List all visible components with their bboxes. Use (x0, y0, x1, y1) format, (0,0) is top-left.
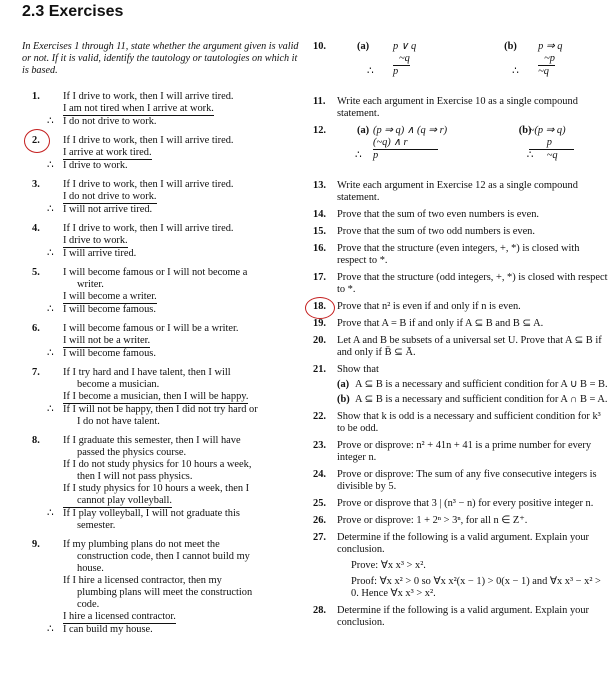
red-circle-annotation (24, 129, 50, 153)
premise: If I hire a licensed contractor, then my (63, 575, 222, 586)
premise: If I become a musician, then I will be happy. (63, 391, 249, 402)
exercise-number: 4. (32, 223, 40, 234)
instructions: In Exercises 1 through 11, state whether the argument given is valid or not. If it is valid, identify the tautology or tautologies on which it is based. (22, 41, 299, 76)
conclusion: ∴ I do not drive to work. (47, 116, 157, 127)
argument-10a (337, 41, 452, 77)
exercise-20: 20. Let A and B be subsets of a universal set U. Prove that A ⊆ B if and only if B̄ ⊆ Ā. (313, 335, 602, 358)
exercise-text: Show that (337, 364, 379, 375)
premise: If I try hard and I have talent, then I will (63, 367, 231, 378)
exercise-number: 9. (32, 539, 40, 550)
exercise-text: Let A and B be subsets of a universal set U. Prove that A ⊆ B if and only if B̄ ⊆ Ā. (337, 335, 602, 358)
exercise-text: Write each argument in Exercise 12 as a single compound statement. (337, 180, 578, 203)
premise: If I drive to work, then I will arrive tired. (63, 223, 234, 234)
exercise-18: 18. Prove that n² is even if and only if n is even. (313, 301, 608, 313)
exercise-text: Prove or disprove: The sum of any five consecutive integers is divisible by 5. (337, 469, 597, 492)
therefore-symbol: ∴ (47, 304, 54, 315)
conclusion: ∴ p (355, 150, 379, 161)
exercise-3 (22, 179, 302, 216)
exercise-number: 8. (32, 435, 40, 446)
premise: then I will not pass physics. (77, 471, 193, 482)
premise: writer. (77, 279, 104, 290)
exercise-text: Prove or disprove: n² + 41n + 41 is a prime number for every integer n. (337, 440, 592, 463)
left-exercise-column (22, 91, 302, 643)
argument-10b (484, 41, 608, 77)
therefore-symbol: ∴ (47, 204, 54, 215)
premise: If I drive to work, then I will arrive tired. (63, 135, 234, 146)
premise: p ∨ q (393, 41, 417, 52)
therefore-symbol: ∴ (47, 160, 54, 171)
premise: If I drive to work, then I will arrive tired. (63, 179, 234, 190)
premise: plumbing plans will meet the construction (77, 587, 253, 598)
exercise-9 (22, 539, 302, 636)
therefore-symbol: ∴ (47, 248, 54, 259)
premise: ~q (393, 53, 410, 66)
premise: If I graduate this semester, then I will have (63, 435, 241, 446)
part-21a: (a) A ⊆ B is a necessary and sufficient condition for A ∪ B = B. (337, 379, 608, 390)
premise: If I do not study physics for 10 hours a week, (63, 459, 252, 470)
exercise-28: 28. Determine if the following is a valid argument. Explain your conclusion. (313, 605, 590, 628)
premise: p ⇒ q (538, 41, 563, 52)
exercise-11: 11. Write each argument in Exercise 10 as a single compound statement. (313, 96, 578, 119)
conclusion: ∴ I can build my house. (47, 624, 153, 635)
conclusion-continued: I do not have talent. (77, 416, 160, 427)
exercise-19: 19. Prove that A = B if and only if A ⊆ B and B ⊆ A. (313, 318, 544, 329)
exercise-13: 13. Write each argument in Exercise 12 as a single compound statement. (313, 180, 578, 203)
exercise-number: 6. (32, 323, 40, 334)
part-label: (a) (357, 41, 370, 52)
exercise-number: 2. (32, 135, 40, 146)
exercise-text: Prove that A = B if and only if A ⊆ B and B ⊆ A. (337, 318, 544, 329)
premise: I do not drive to work. (63, 191, 157, 202)
part-label: (a) (357, 125, 370, 136)
exercise-22: 22. Show that k is odd is a necessary and sufficient condition for k³ to be odd. (313, 411, 601, 434)
exercise-text: Prove that the sum of two even numbers is even. (337, 209, 539, 220)
exercise-6 (22, 323, 302, 360)
premise: I will become a writer. (63, 291, 157, 302)
therefore-symbol: ∴ (47, 624, 54, 635)
exercise-4 (22, 223, 302, 260)
premise: code. (77, 599, 100, 610)
premise: ~(p ⇒ q) (528, 125, 566, 136)
exercise-number: 5. (32, 267, 40, 278)
premise: I will not be a writer. (63, 335, 151, 346)
premise: passed the physics course. (77, 447, 187, 458)
exercise-17: 17. Prove that the structure (odd integers, +, *) is closed with respect to *. (313, 272, 608, 295)
therefore-symbol: ∴ (47, 116, 54, 127)
premise: I will become famous or I will be a writer. (63, 323, 239, 334)
therefore-symbol: ∴ (47, 348, 54, 359)
exercise-10 (313, 41, 608, 91)
conclusion: ∴ If I will not be happy, then I did not try hard or (47, 404, 258, 415)
premise: (p ⇒ q) ∧ (q ⇒ r) (373, 125, 448, 136)
exercise-text: Prove or disprove that 3 | (n³ − n) for every positive integer n. (337, 498, 594, 509)
exercise-number: 7. (32, 367, 40, 378)
premise: If I study physics for 10 hours a week, then I (63, 483, 250, 494)
section-title: 2.3 Exercises (22, 3, 124, 20)
argument-12b (499, 125, 608, 161)
conclusion: ∴ I will arrive tired. (47, 248, 137, 259)
exercise-5 (22, 267, 302, 316)
exercise-16: 16. Prove that the structure (even integers, +, *) is closed with respect to *. (313, 243, 580, 266)
exercise-text: Prove that the structure (even integers, +, *) is closed with respect to *. (337, 243, 580, 266)
conclusion: ∴ If I play volleyball, I will not graduate this (47, 508, 240, 519)
premise: house. (77, 563, 104, 574)
premise: If I drive to work, then I will arrive tired. (63, 91, 234, 102)
premise: ~p (538, 53, 555, 66)
exercise-number: 1. (32, 91, 40, 102)
exercise-12: 12. (a) (p ⇒ q) ∧ (q ⇒ r) (~q) ∧ r ∴ p (b) ~(p ⇒ q) p ∴ ~q (313, 125, 608, 175)
conclusion: ∴ ~q (526, 150, 558, 161)
exercise-text: Prove that n² is even if and only if n is even. (337, 301, 521, 312)
exercise-text: Prove or disprove: 1 + 2ⁿ > 3ⁿ, for all n ∈ Z⁺. (337, 515, 528, 526)
premise: (~q) ∧ r (373, 137, 438, 150)
premise: I will become famous or I will not become a (63, 267, 248, 278)
exercise-text: Prove that the structure (odd integers, +, *) is closed with respect to *. (337, 272, 608, 295)
premise: p (529, 137, 574, 150)
conclusion-continued: semester. (77, 520, 116, 531)
exercise-text: Show that k is odd is a necessary and sufficient condition for k³ to be odd. (337, 411, 601, 434)
exercise-25: 25. Prove or disprove that 3 | (n³ − n) for every positive integer n. (313, 498, 594, 509)
right-exercise-column (313, 41, 608, 634)
premise: become a musician. (77, 379, 160, 390)
conclusion: ∴ p (367, 66, 399, 77)
exercise-7 (22, 367, 302, 428)
exercise-24: 24. Prove or disprove: The sum of any five consecutive integers is divisible by 5. (313, 469, 597, 492)
conclusion: ∴ ~q (512, 66, 549, 77)
exercise-21: 21. Show that (a) A ⊆ B is a necessary and sufficient condition for A ∪ B = B. (b) A ⊆ B is a necessary and sufficient condition for A ∩ B = A. (313, 364, 608, 405)
exercise-23: 23. Prove or disprove: n² + 41n + 41 is a prime number for every integer n. (313, 440, 592, 463)
premise: If my plumbing plans do not meet the (63, 539, 220, 550)
exercise-26: 26. Prove or disprove: 1 + 2ⁿ > 3ⁿ, for all n ∈ Z⁺. (313, 515, 528, 526)
conclusion: ∴ I will become famous. (47, 304, 156, 315)
part-label: (b) (518, 125, 532, 136)
exercise-text: Determine if the following is a valid argument. Explain your conclusion. (337, 532, 590, 555)
exercise-15: 15. Prove that the sum of two odd numbers is even. (313, 226, 535, 237)
exercise-8 (22, 435, 302, 532)
conclusion: ∴ I will become famous. (47, 348, 156, 359)
premise: I hire a licensed contractor. (63, 611, 176, 622)
exercise-number: 10. (313, 41, 326, 52)
exercise-14: 14. Prove that the sum of two even numbers is even. (313, 209, 539, 220)
therefore-symbol: ∴ (47, 404, 54, 415)
exercise-text: Determine if the following is a valid argument. Explain your conclusion. (337, 605, 590, 628)
prove-statement: Prove: ∀x x³ > x². (351, 560, 426, 571)
exercise-2 (22, 135, 302, 172)
premise: construction code, then I cannot build my (77, 551, 250, 562)
premise: cannot play volleyball. (63, 495, 172, 508)
exercise-number: 3. (32, 179, 40, 190)
premise: I am not tired when I arrive at work. (63, 103, 214, 114)
exercise-1 (22, 91, 302, 128)
exercise-text: Write each argument in Exercise 10 as a single compound statement. (337, 96, 578, 119)
part-21b: (b) A ⊆ B is a necessary and sufficient condition for A ∩ B = A. (337, 394, 608, 405)
premise: I arrive at work tired. (63, 147, 152, 158)
conclusion: ∴ I drive to work. (47, 160, 128, 171)
conclusion: ∴ I will not arrive tired. (47, 204, 153, 215)
proof-statement: Proof: ∀x x² > 0 so ∀x x²(x − 1) > 0(x − 1) and ∀x x³ − x² > 0. Hence ∀x x³ > x². (351, 576, 601, 599)
exercise-27: 27. Determine if the following is a valid argument. Explain your conclusion. Prove: ∀x x³ > x². Proof: ∀x x² > 0 so ∀x x²(x − 1) > 0(x − 1) and ∀x x³ − x² > 0. Hence ∀x x³ > x². (313, 532, 608, 600)
therefore-symbol: ∴ (47, 508, 54, 519)
exercise-text: Prove that the sum of two odd numbers is even. (337, 226, 535, 237)
part-label: (b) (504, 41, 517, 52)
premise: I drive to work. (63, 235, 128, 246)
